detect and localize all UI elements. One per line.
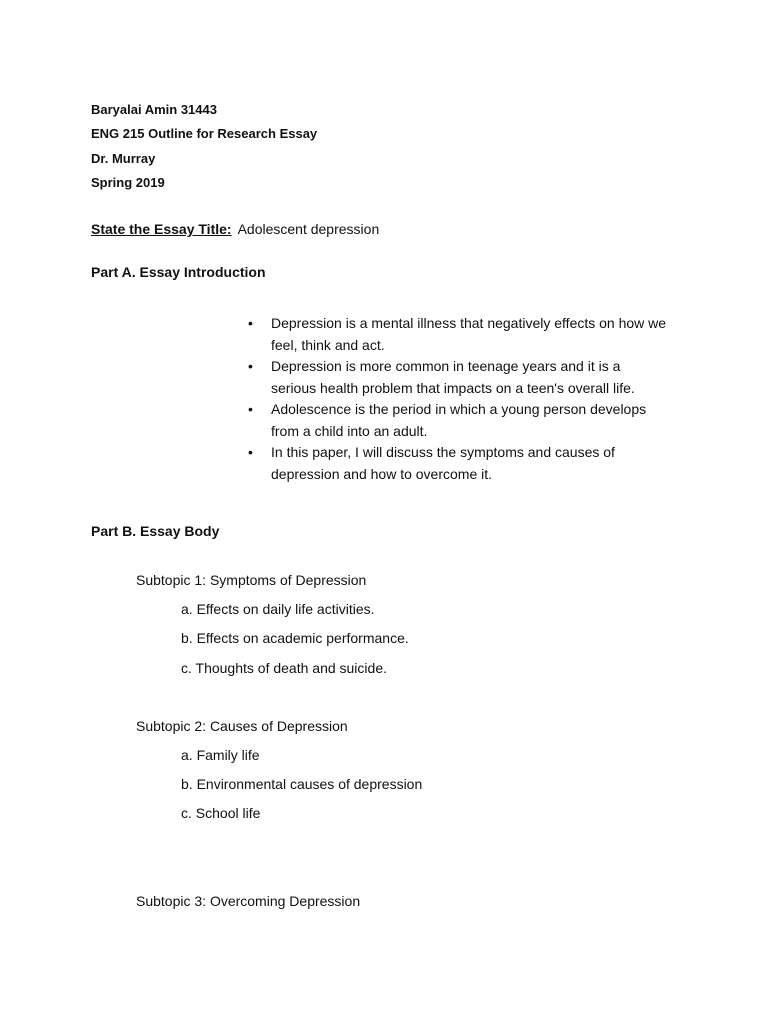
list-item [248, 356, 668, 399]
author-line: Baryalai Amin 31443 [91, 102, 217, 117]
bullet-text: Depression is a mental illness that negatively effects on how we feel, think and act. [271, 315, 667, 353]
term-line: Spring 2019 [91, 175, 165, 190]
subtopic-1-item-c: c. Thoughts of death and suicide. [181, 660, 387, 676]
subtopic-1-item-a: a. Effects on daily life activities. [181, 601, 375, 617]
essay-title-label: State the Essay Title: [91, 221, 232, 237]
bullet-text: Adolescence is the period in which a young person develops from a child into an adult. [271, 401, 647, 439]
bullet-icon: • [248, 315, 253, 331]
list-item [248, 399, 668, 442]
bullet-text: In this paper, I will discuss the symptoms and causes of depression and how to overcome it. [271, 444, 615, 482]
essay-title-row [91, 221, 379, 239]
course-line: ENG 215 Outline for Research Essay [91, 126, 318, 141]
part-b-heading: Part B. Essay Body [91, 523, 220, 539]
bullet-icon: • [248, 444, 253, 460]
intro-bullet-list [248, 313, 668, 485]
part-a-heading: Part A. Essay Introduction [91, 264, 266, 280]
bullet-icon: • [248, 401, 253, 417]
subtopic-1-title: Subtopic 1: Symptoms of Depression [136, 572, 367, 588]
list-item [248, 442, 668, 485]
essay-title-value: Adolescent depression [237, 221, 380, 237]
list-item [248, 313, 668, 356]
subtopic-2-item-b: b. Environmental causes of depression [181, 776, 423, 792]
subtopic-2-title: Subtopic 2: Causes of Depression [136, 718, 348, 734]
subtopic-1-item-b: b. Effects on academic performance. [181, 630, 409, 646]
bullet-text: Depression is more common in teenage years and it is a serious health problem that impacts on a teen's overall life. [271, 358, 635, 396]
bullet-icon: • [248, 358, 253, 374]
subtopic-2-item-c: c. School life [181, 805, 261, 821]
subtopic-3-title: Subtopic 3: Overcoming Depression [136, 893, 361, 909]
instructor-line: Dr. Murray [91, 151, 156, 166]
subtopic-2-item-a: a. Family life [181, 747, 260, 763]
